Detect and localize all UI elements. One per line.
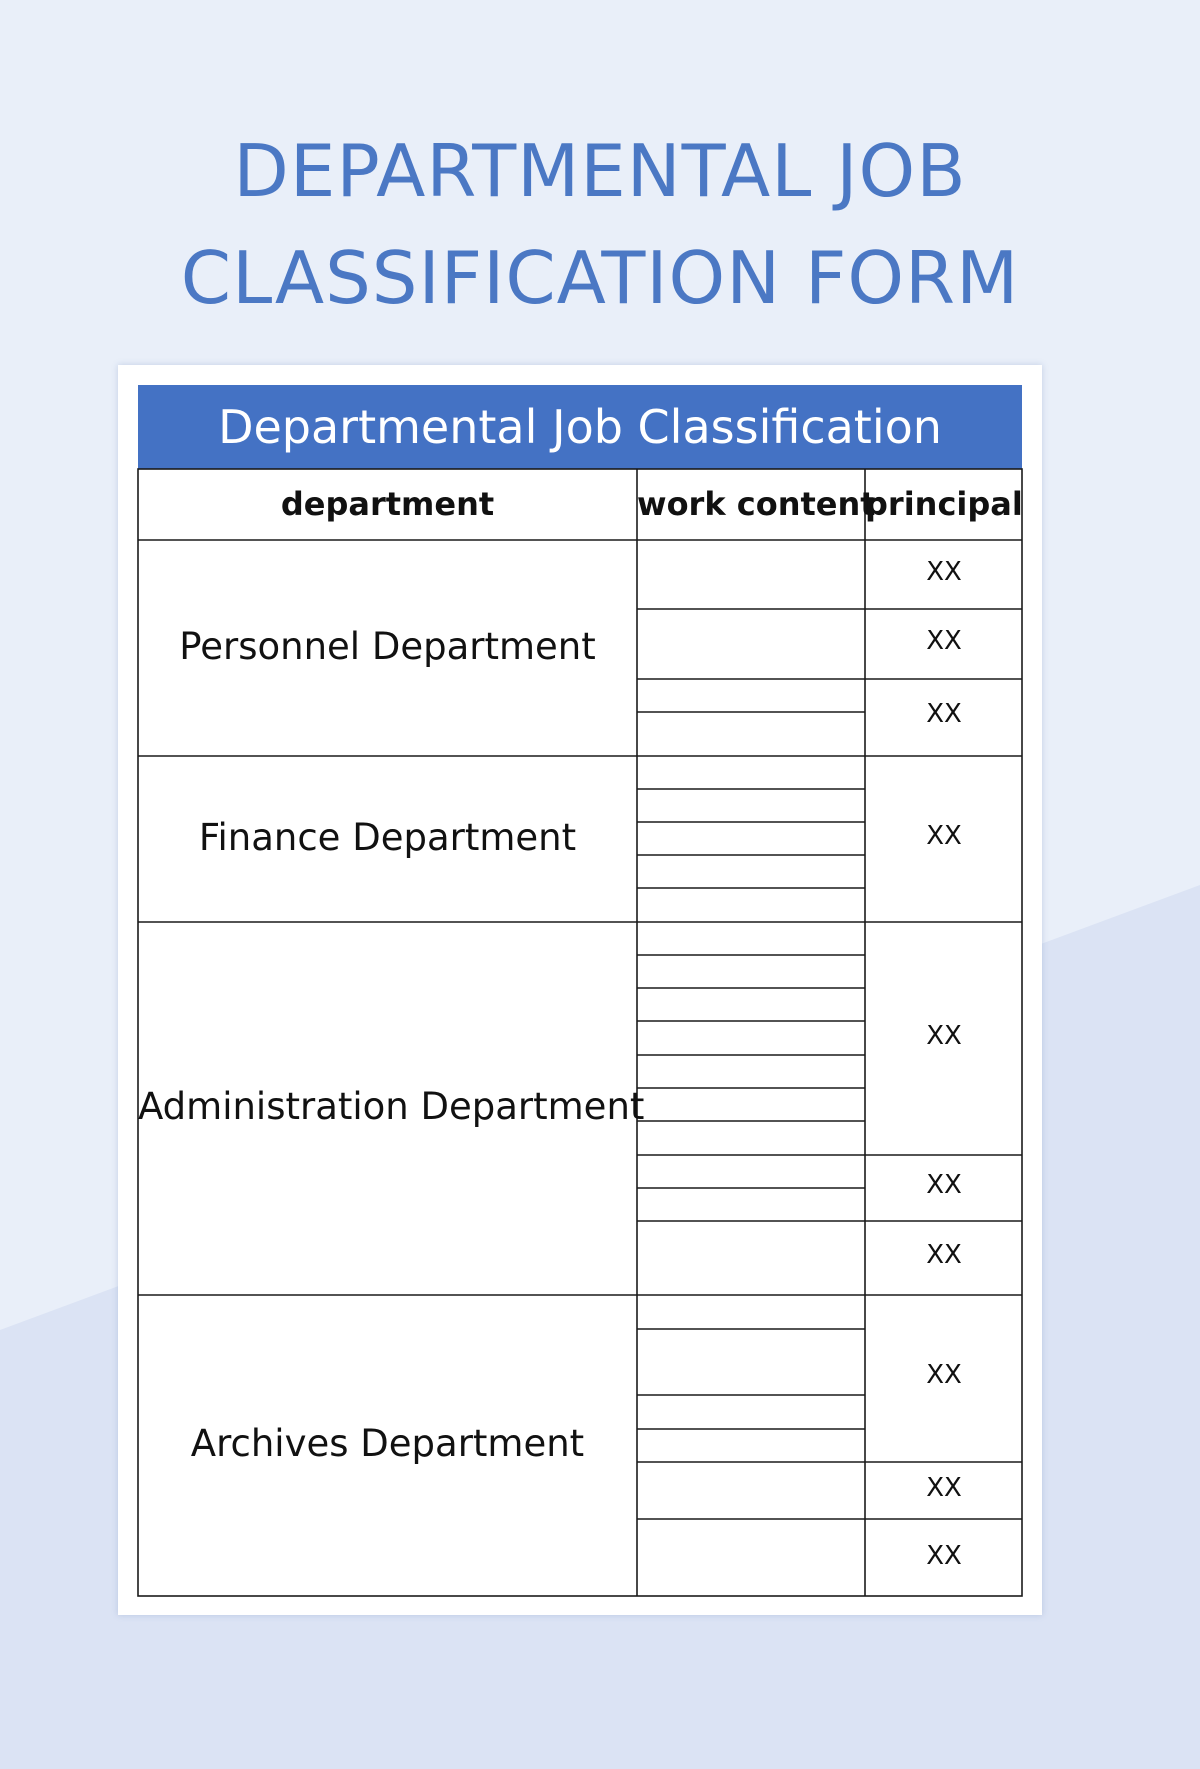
principal-value: XX — [926, 1473, 962, 1503]
principal-value: XX — [926, 699, 962, 729]
principal-value: XX — [926, 1541, 962, 1571]
principal-value: XX — [926, 626, 962, 656]
department-name-finance: Finance Department — [198, 816, 577, 859]
page-title — [0, 118, 1200, 332]
department-name-administration: Administration Department — [138, 1085, 645, 1128]
department-name-archives: Archives Department — [190, 1422, 585, 1465]
principal-value: XX — [926, 1170, 962, 1200]
principal-value: XX — [926, 821, 962, 851]
page-title-line-2: CLASSIFICATION FORM — [180, 236, 1020, 320]
column-header-work-content: work content — [637, 485, 876, 523]
column-header-department: department — [280, 485, 495, 523]
department-name-personnel: Personnel Department — [179, 625, 596, 668]
principal-value: XX — [926, 1360, 962, 1390]
page-title-line-1: DEPARTMENTAL JOB — [233, 129, 967, 213]
form-sheet — [118, 365, 1042, 1615]
column-header-principal: principal — [865, 485, 1023, 523]
principal-value: XX — [926, 557, 962, 587]
principal-value: XX — [926, 1021, 962, 1051]
principal-value: XX — [926, 1240, 962, 1270]
table-caption: Departmental Job Classification — [138, 385, 1022, 469]
